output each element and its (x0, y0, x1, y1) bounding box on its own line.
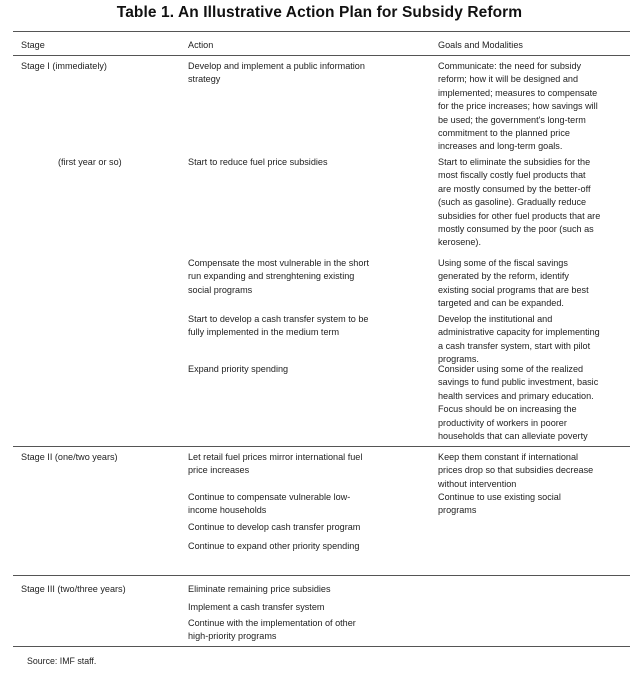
table-title: Table 1. An Illustrative Action Plan for Subsidy Reform (116, 4, 523, 21)
goals-text-line: most fiscally costly fuel products that (438, 170, 586, 181)
action-text-line: Let retail fuel prices mirror international fuel (188, 452, 363, 462)
action-text-line: strategy (188, 74, 221, 85)
bottom-rule (13, 646, 630, 647)
header-action: Action (188, 40, 214, 50)
source-note: Source: IMF staff. (27, 656, 97, 666)
goals-text-line: mostly consumed by the poor (such as (438, 224, 594, 235)
action-text (188, 491, 350, 518)
goals-text-line: kerosene). (438, 237, 481, 248)
goals-text-line: Start to eliminate the subsidies for the (438, 157, 591, 167)
action-text-line: Continue to expand other priority spending (188, 541, 360, 551)
header-stage: Stage (21, 40, 45, 50)
goals-text-line: administrative capacity for implementing (438, 327, 600, 338)
action-text (188, 521, 360, 534)
goals-text (438, 491, 561, 518)
action-text (188, 313, 368, 340)
header-rule (13, 55, 630, 56)
goals-text-line: for the price increases; how savings will (438, 101, 598, 112)
goals-text (438, 363, 598, 443)
action-text-line: income households (188, 505, 267, 516)
action-text-line: Develop and implement a public information (188, 61, 365, 71)
action-text-line: run expanding and strenghtening existing (188, 271, 355, 282)
goals-text-line: generated by the reform, identify (438, 271, 569, 282)
goals-text-line: Using some of the fiscal savings (438, 258, 568, 268)
action-text (188, 257, 369, 297)
action-text-line: Continue to compensate vulnerable low- (188, 492, 351, 502)
stage-label: Stage I (immediately) (21, 61, 107, 71)
goals-text-line: existing social programs that are best (438, 284, 589, 295)
goals-text (438, 451, 593, 491)
stage-label: Stage III (two/three years) (21, 584, 126, 594)
action-text (188, 451, 362, 478)
action-text (188, 601, 324, 614)
action-text (188, 583, 331, 596)
goals-text-line: a cash transfer system, start with pilot (438, 340, 591, 351)
action-text (188, 60, 365, 87)
stage-label: Stage II (one/two years) (21, 452, 118, 462)
goals-text-line: without intervention (438, 478, 517, 489)
goals-text-line: (such as gasoline). Gradually reduce (438, 197, 587, 208)
goals-text-line: programs. (438, 354, 479, 365)
top-rule (13, 31, 630, 32)
goals-text-line: Consider using some of the realized (438, 364, 584, 374)
goals-text-line: Focus should be on increasing the (438, 404, 577, 415)
action-text (188, 156, 328, 169)
action-text (188, 363, 288, 376)
goals-text-line: be used; the government's long-term (438, 114, 586, 125)
action-text-line: Start to reduce fuel price subsidies (188, 157, 328, 167)
goals-text-line: Communicate: the need for subsidy (438, 61, 582, 71)
goals-text-line: Continue to use existing social (438, 492, 561, 502)
goals-text-line: increases and long-term goals. (438, 141, 563, 152)
action-text (188, 540, 359, 553)
action-text-line: Continue to develop cash transfer program (188, 522, 361, 532)
action-text-line: price increases (188, 465, 250, 476)
goals-text-line: health services and primary education. (438, 390, 594, 401)
action-text-line: high-priority programs (188, 631, 277, 642)
action-text-line: Compensate the most vulnerable in the short (188, 258, 369, 268)
goals-text-line: savings to fund public investment, basic (438, 377, 599, 388)
goals-text (438, 156, 600, 250)
goals-text-line: subsidies for other fuel products that are (438, 210, 601, 221)
action-text-line: Implement a cash transfer system (188, 602, 325, 612)
goals-text (438, 257, 589, 311)
action-text-line: fully implemented in the medium term (188, 327, 340, 338)
goals-text-line: commitment to the planned price (438, 128, 570, 139)
goals-text (438, 313, 600, 367)
header-goals: Goals and Modalities (438, 40, 523, 50)
goals-text (438, 60, 598, 154)
goals-text-line: Keep them constant if international (438, 452, 579, 462)
goals-text-line: are mostly consumed by the better-off (438, 183, 591, 194)
goals-text-line: prices drop so that subsidies decrease (438, 465, 594, 476)
goals-text-line: productivity of workers in poorer (438, 417, 567, 428)
stage-iii-rule (13, 575, 630, 576)
goals-text-line: targeted and can be expanded. (438, 298, 564, 309)
action-text-line: social programs (188, 284, 253, 295)
action-text (188, 617, 356, 644)
stage-ii-rule (13, 446, 630, 447)
action-text-line: Eliminate remaining price subsidies (188, 584, 331, 594)
goals-text-line: reform; how it will be designed and (438, 74, 579, 85)
action-text-line: Expand priority spending (188, 364, 289, 374)
goals-text-line: programs (438, 505, 477, 516)
stage-label: (first year or so) (58, 157, 122, 167)
goals-text-line: implemented; measures to compensate (438, 87, 598, 98)
goals-text-line: households that can alleviate poverty (438, 431, 588, 442)
action-text-line: Continue with the implementation of other (188, 618, 356, 628)
goals-text-line: Develop the institutional and (438, 314, 553, 324)
action-text-line: Start to develop a cash transfer system to be (188, 314, 369, 324)
